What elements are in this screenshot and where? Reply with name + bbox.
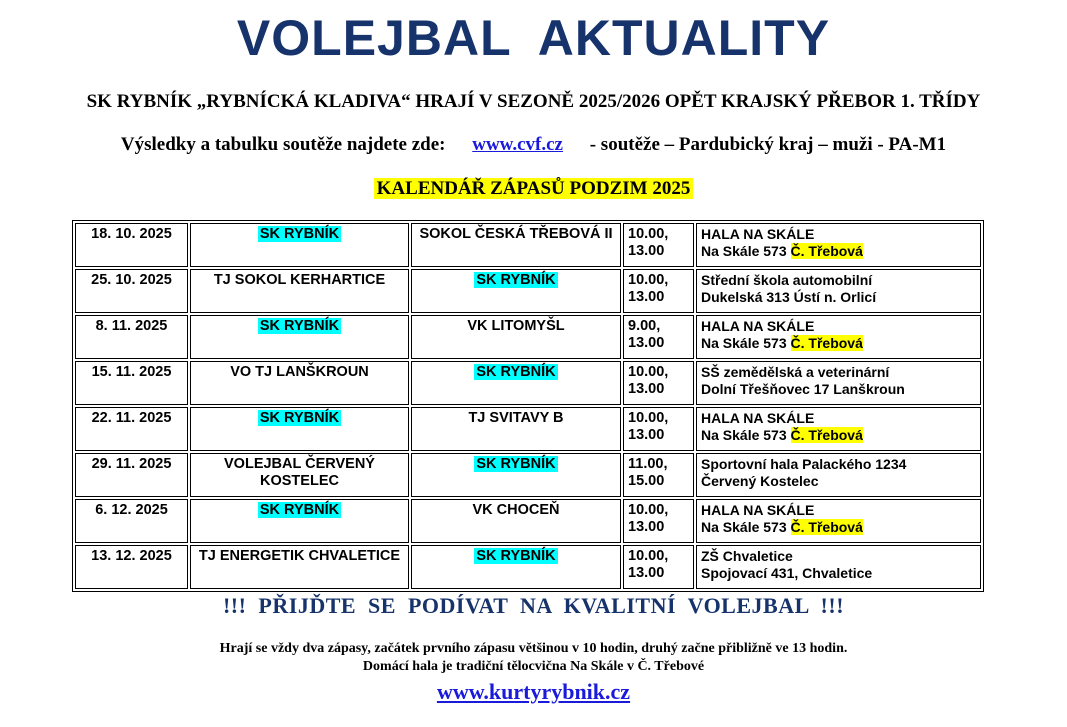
away-team-cell [411, 407, 621, 451]
time-second: 13.00 [628, 289, 665, 305]
table-row [75, 269, 981, 313]
venue-line-2 [701, 335, 976, 352]
table-row [75, 545, 981, 589]
team-name: VOLEJBAL ČERVENÝ KOSTELEC [224, 456, 375, 489]
match-venue [696, 545, 981, 589]
time-second: 13.00 [628, 519, 665, 535]
match-venue [696, 453, 981, 497]
venue-line-2 [701, 381, 976, 398]
time-second: 13.00 [628, 565, 665, 581]
home-team-cell [190, 407, 409, 451]
time-first: 9.00, [628, 318, 661, 334]
venue-address: Na Skále 573 [701, 519, 791, 535]
home-team-cell [190, 361, 409, 405]
match-date: 15. 11. 2025 [75, 361, 188, 405]
team-name: VK LITOMYŠL [467, 318, 565, 334]
match-date: 29. 11. 2025 [75, 453, 188, 497]
venue-city: Č. Třebová [790, 243, 863, 259]
info-note-matches: Hrají se vždy dva zápasy, začátek prvního zápasu většinou v 10 hodin, druhý začne přibližně ve 13 hodin. [219, 641, 848, 656]
venue-city: Č. Třebová [790, 427, 863, 443]
team-name: SK RYBNÍK [259, 410, 340, 426]
time-first: 10.00, [628, 364, 669, 380]
match-times [623, 453, 694, 497]
venue-line-2 [701, 289, 976, 306]
table-row [75, 499, 981, 543]
match-date: 8. 11. 2025 [75, 315, 188, 359]
home-team-cell [190, 269, 409, 313]
match-date: 6. 12. 2025 [75, 499, 188, 543]
match-venue [696, 315, 981, 359]
venue-line-1: HALA NA SKÁLE [701, 318, 815, 334]
table-row [75, 315, 981, 359]
time-second: 13.00 [628, 243, 665, 259]
away-team-cell [411, 453, 621, 497]
match-times [623, 407, 694, 451]
time-second: 13.00 [628, 381, 665, 397]
venue-address: Na Skále 573 [701, 427, 791, 443]
time-first: 10.00, [628, 410, 669, 426]
match-times [623, 499, 694, 543]
match-schedule-table [72, 220, 984, 592]
footer [0, 678, 1067, 706]
away-team-cell [411, 315, 621, 359]
results-suffix: - soutěže – Pardubický kraj – muži - PA-M1 [589, 134, 947, 155]
match-times [623, 545, 694, 589]
time-second: 15.00 [628, 473, 665, 489]
match-venue [696, 223, 981, 267]
match-venue [696, 407, 981, 451]
home-team-cell [190, 315, 409, 359]
venue-line-2 [701, 243, 976, 260]
team-name: TJ SOKOL KERHARTICE [213, 272, 386, 288]
team-name: TJ SVITAVY B [468, 410, 564, 426]
team-name: SK RYBNÍK [259, 318, 340, 334]
venue-line-1: Sportovní hala Palackého 1234 [701, 456, 907, 472]
venue-address: Dukelská 313 Ústí n. Orlicí [701, 289, 877, 305]
time-first: 10.00, [628, 272, 669, 288]
season-subtitle: SK RYBNÍK „RYBNÍCKÁ KLADIVA“ HRAJÍ V SEZONĚ 2025/2026 OPĚT KRAJSKÝ PŘEBOR 1. TŘÍDY [86, 91, 981, 112]
away-team-cell [411, 545, 621, 589]
match-date: 22. 11. 2025 [75, 407, 188, 451]
calendar-heading [0, 176, 1067, 202]
venue-line-1: SŠ zemědělská a veterinární [701, 364, 890, 380]
table-row [75, 407, 981, 451]
venue-line-2 [701, 427, 976, 444]
away-team-cell [411, 361, 621, 405]
venue-city: Č. Třebová [790, 335, 863, 351]
team-name: SK RYBNÍK [259, 226, 340, 242]
time-second: 13.00 [628, 427, 665, 443]
time-first: 10.00, [628, 226, 669, 242]
time-first: 11.00, [628, 456, 668, 472]
match-times [623, 361, 694, 405]
match-times [623, 315, 694, 359]
time-first: 10.00, [628, 548, 669, 564]
venue-line-1: HALA NA SKÁLE [701, 226, 815, 242]
home-team-cell [190, 223, 409, 267]
venue-line-2 [701, 519, 976, 536]
venue-address: Spojovací 431, Chvaletice [701, 565, 873, 581]
page-title: VOLEJBAL AKTUALITY [236, 10, 831, 66]
kurtyrybnik-link[interactable]: www.kurtyrybnik.cz [436, 679, 631, 704]
match-venue [696, 499, 981, 543]
team-name: SK RYBNÍK [259, 502, 340, 518]
match-times [623, 269, 694, 313]
venue-address: Na Skále 573 [701, 243, 791, 259]
home-team-cell [190, 453, 409, 497]
match-times [623, 223, 694, 267]
team-name: SK RYBNÍK [476, 548, 556, 564]
venue-line-1: HALA NA SKÁLE [701, 410, 815, 426]
team-name: VO TJ LANŠKROUN [230, 364, 369, 380]
match-venue [696, 269, 981, 313]
match-date: 13. 12. 2025 [75, 545, 188, 589]
time-first: 10.00, [628, 502, 669, 518]
team-name: TJ ENERGETIK CHVALETICE [198, 548, 401, 564]
venue-address: Na Skále 573 [701, 335, 791, 351]
venue-line-2 [701, 565, 976, 582]
calendar-title: KALENDÁŘ ZÁPASŮ PODZIM 2025 [374, 178, 694, 199]
venue-address: Dolní Třešňovec 17 Lanškroun [701, 381, 905, 397]
home-team-cell [190, 545, 409, 589]
table-row [75, 453, 981, 497]
results-prefix: Výsledky a tabulku soutěže najdete zde: [120, 134, 446, 155]
match-date: 25. 10. 2025 [75, 269, 188, 313]
team-name: SK RYBNÍK [476, 456, 556, 472]
home-team-cell [190, 499, 409, 543]
match-venue [696, 361, 981, 405]
venue-line-1: ZŠ Chvaletice [701, 548, 793, 564]
venue-line-1: HALA NA SKÁLE [701, 502, 815, 518]
venue-line-1: Střední škola automobilní [701, 272, 873, 288]
venue-line-2 [701, 473, 976, 490]
info-note-home-hall: Domácí hala je tradiční tělocvična Na Skále v Č. Třebové [362, 659, 705, 674]
table-row [75, 223, 981, 267]
away-team-cell [411, 269, 621, 313]
cvf-link[interactable]: www.cvf.cz [472, 134, 563, 155]
team-name: VK CHOCEŇ [472, 502, 560, 518]
table-row [75, 361, 981, 405]
team-name: SK RYBNÍK [476, 272, 556, 288]
team-name: SK RYBNÍK [476, 364, 556, 380]
venue-address: Červený Kostelec [701, 473, 819, 489]
call-to-action: !!! PŘIJĎTE SE PODÍVAT NA KVALITNÍ VOLEJBAL !!! [222, 593, 845, 618]
away-team-cell [411, 223, 621, 267]
match-date: 18. 10. 2025 [75, 223, 188, 267]
results-line [0, 133, 1067, 157]
away-team-cell [411, 499, 621, 543]
venue-city: Č. Třebová [790, 519, 863, 535]
time-second: 13.00 [628, 335, 665, 351]
team-name: SOKOL ČESKÁ TŘEBOVÁ II [419, 226, 613, 242]
